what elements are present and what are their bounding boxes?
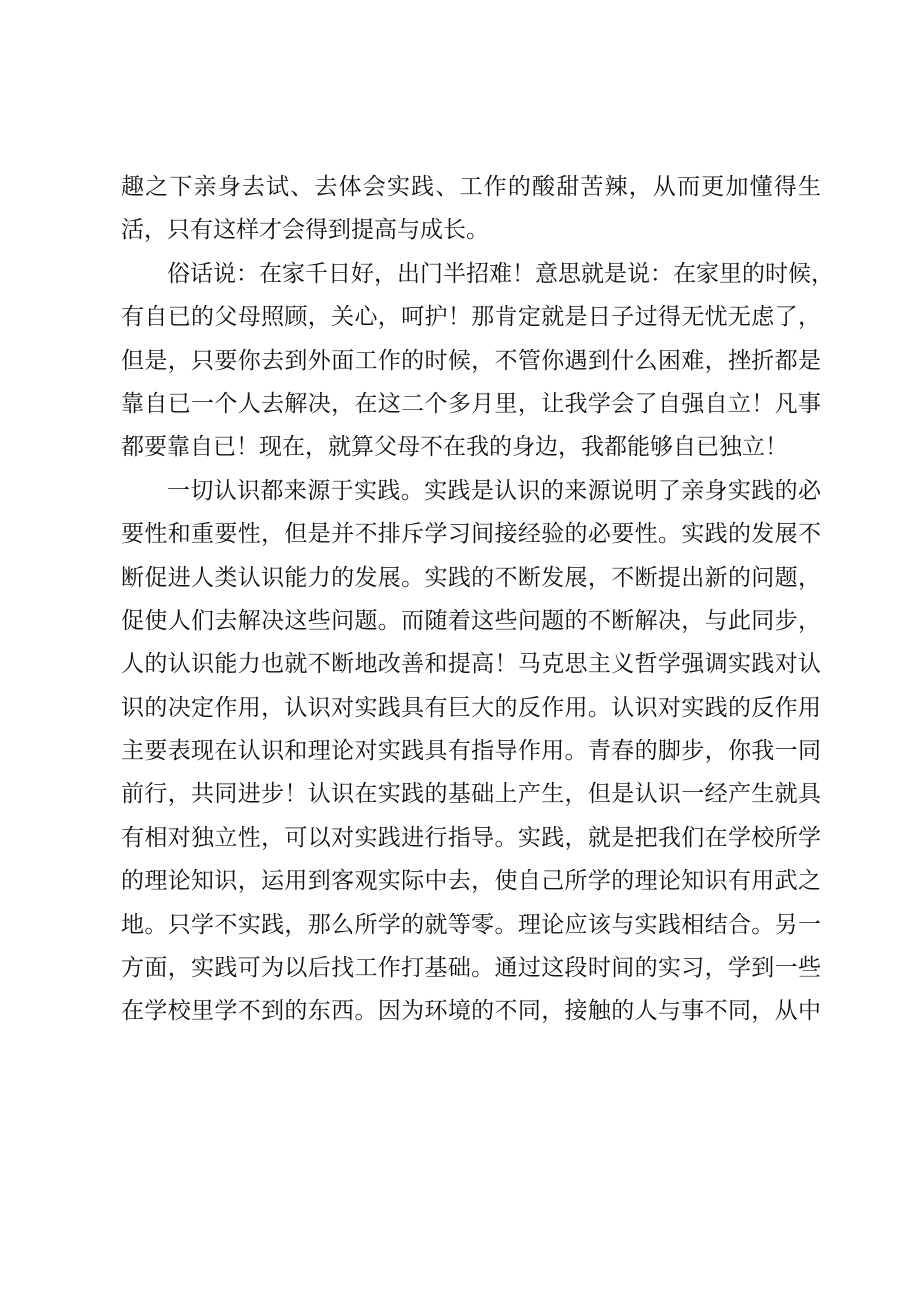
paragraph xyxy=(121,470,821,1034)
document-body xyxy=(121,166,834,1034)
text-line: 靠自已一个人去解决，在这二个多月里，让我学会了自强自立！凡事 xyxy=(121,390,821,417)
paragraph xyxy=(121,253,834,470)
text-line: 的理论知识，运用到客观实际中去，使自己所学的理论知识有用武之 xyxy=(121,868,821,895)
paragraph xyxy=(121,166,821,253)
text-line: 在学校里学不到的东西。因为环境的不同，接触的人与事不同，从中 xyxy=(121,998,821,1025)
text-line: 方面，实践可为以后找工作打基础。通过这段时间的实习，学到一些 xyxy=(121,955,821,982)
text-line: 活，只有这样才会得到提高与成长。 xyxy=(121,217,489,244)
text-line: 但是，只要你去到外面工作的时候，不管你遇到什么困难，挫折都是 xyxy=(121,347,821,374)
text-line: 前行，共同进步！认识在实践的基础上产生，但是认识一经产生就具 xyxy=(121,781,821,808)
text-line: 有相对独立性，可以对实践进行指导。实践，就是把我们在学校所学 xyxy=(121,824,821,851)
text-line: 主要表现在认识和理论对实践具有指导作用。青春的脚步，你我一同 xyxy=(121,738,821,765)
text-line: 识的决定作用，认识对实践具有巨大的反作用。认识对实践的反作用 xyxy=(121,694,821,721)
text-line: 要性和重要性，但是并不排斥学习间接经验的必要性。实践的发展不 xyxy=(121,521,821,548)
text-line: 趣之下亲身去试、去体会实践、工作的酸甜苦辣，从而更加懂得生 xyxy=(121,174,821,200)
text-line: 有自已的父母照顾，关心，呵护！那肯定就是日子过得无忧无虑了， xyxy=(121,304,821,331)
text-line: 地。只学不实践，那么所学的就等零。理论应该与实践相结合。另一 xyxy=(121,911,821,938)
text-line: 促使人们去解决这些问题。而随着这些问题的不断解决，与此同步， xyxy=(121,607,821,634)
text-line: 俗话说：在家千日好，出门半招难！意思就是说：在家里的时候， xyxy=(167,260,834,287)
text-line: 都要靠自已！现在，就算父母不在我的身边，我都能够自已独立！ xyxy=(121,434,788,461)
text-line: 一切认识都来源于实践。实践是认识的来源说明了亲身实践的必 xyxy=(167,477,821,504)
text-line: 断促进人类认识能力的发展。实践的不断发展，不断提出新的问题， xyxy=(121,564,821,591)
text-line: 人的认识能力也就不断地改善和提高！马克思主义哲学强调实践对认 xyxy=(121,651,821,678)
